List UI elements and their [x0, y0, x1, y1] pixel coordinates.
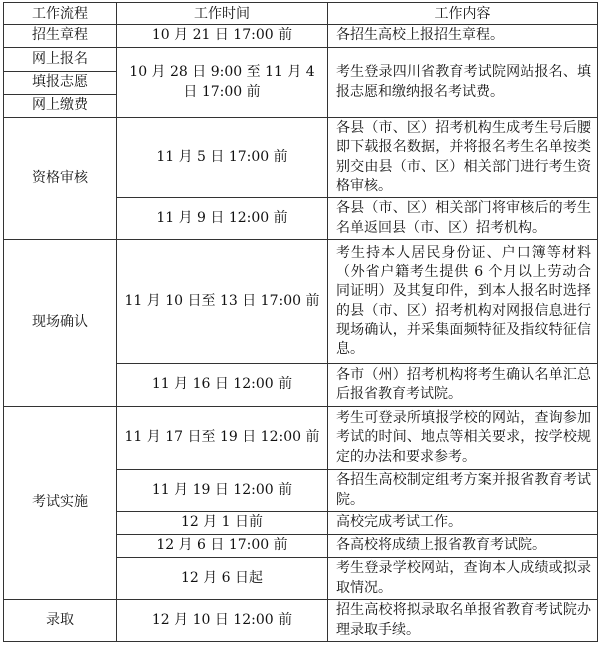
content-cell: 各招生高校制定组考方案并报省教育考试院。 — [328, 470, 598, 512]
time-cell: 11 月 9 日 12:00 前 — [117, 198, 328, 240]
header-row — [4, 3, 598, 25]
content-cell: 各市（州）招考机构将考生确认名单汇总后报省教育考试院。 — [328, 364, 598, 407]
time-cell: 10 月 28 日 9:00 至 11 月 4 日 17:00 前 — [117, 48, 328, 118]
time-cell: 11 月 10 日至 13 日 17:00 前 — [117, 240, 328, 364]
table-row — [4, 600, 598, 642]
table-row — [4, 407, 598, 470]
content-cell: 各县（市、区）招考机构生成考生号后腰即下载报名数据，并将报名考生名单按类别交由县（市、区）相关部门进行考生资格审核。 — [328, 118, 598, 198]
stage-cell: 网上报名 — [4, 48, 117, 72]
stage-cell: 现场确认 — [4, 240, 117, 407]
content-cell: 招生高校将拟录取名单报省教育考试院办理录取手续。 — [328, 600, 598, 642]
stage-cell: 录取 — [4, 600, 117, 642]
time-cell: 11 月 16 日 12:00 前 — [117, 364, 328, 407]
time-cell: 10 月 21 日 17:00 前 — [117, 25, 328, 48]
admission-schedule-table — [3, 2, 598, 642]
stage-cell: 考试实施 — [4, 407, 117, 600]
content-cell: 各县（市、区）相关部门将审核后的考生名单返回县（市、区）招考机构。 — [328, 198, 598, 240]
stage-cell: 填报志愿 — [4, 72, 117, 95]
stage-cell: 网上缴费 — [4, 95, 117, 118]
time-cell: 12 月 6 日起 — [117, 558, 328, 600]
content-cell: 考生持本人居民身份证、户口簿等材料（外省户籍考生提供 6 个月以上劳动合同证明）及其复印件，到本人报名时选择的县（市、区）招考机构对网报信息进行现场确认，并采集面频特征及指纹特征信息。 — [328, 240, 598, 364]
table-row — [4, 25, 598, 48]
content-cell: 各高校将成绩上报省教育考试院。 — [328, 535, 598, 558]
header-time: 工作时间 — [117, 3, 328, 25]
content-cell: 考生登录学校网站，查询本人成绩或拟录取情况。 — [328, 558, 598, 600]
header-content: 工作内容 — [328, 3, 598, 25]
stage-cell: 招生章程 — [4, 25, 117, 48]
time-cell: 11 月 17 日至 19 日 12:00 前 — [117, 407, 328, 470]
time-cell: 12 月 10 日 12:00 前 — [117, 600, 328, 642]
table-row — [4, 240, 598, 364]
time-cell: 11 月 5 日 17:00 前 — [117, 118, 328, 198]
time-cell: 12 月 6 日 17:00 前 — [117, 535, 328, 558]
stage-cell: 资格审核 — [4, 118, 117, 240]
table-row — [4, 48, 598, 72]
content-cell: 考生登录四川省教育考试院网站报名、填报志愿和缴纳报名考试费。 — [328, 48, 598, 118]
content-cell: 考生可登录所填报学校的网站，查询参加考试的时间、地点等相关要求，按学校规定的办法和要求参考。 — [328, 407, 598, 470]
content-cell: 高校完成考试工作。 — [328, 512, 598, 535]
time-cell: 12 月 1 日前 — [117, 512, 328, 535]
time-cell: 11 月 19 日 12:00 前 — [117, 470, 328, 512]
table-row — [4, 118, 598, 198]
content-cell: 各招生高校上报招生章程。 — [328, 25, 598, 48]
header-stage: 工作流程 — [4, 3, 117, 25]
